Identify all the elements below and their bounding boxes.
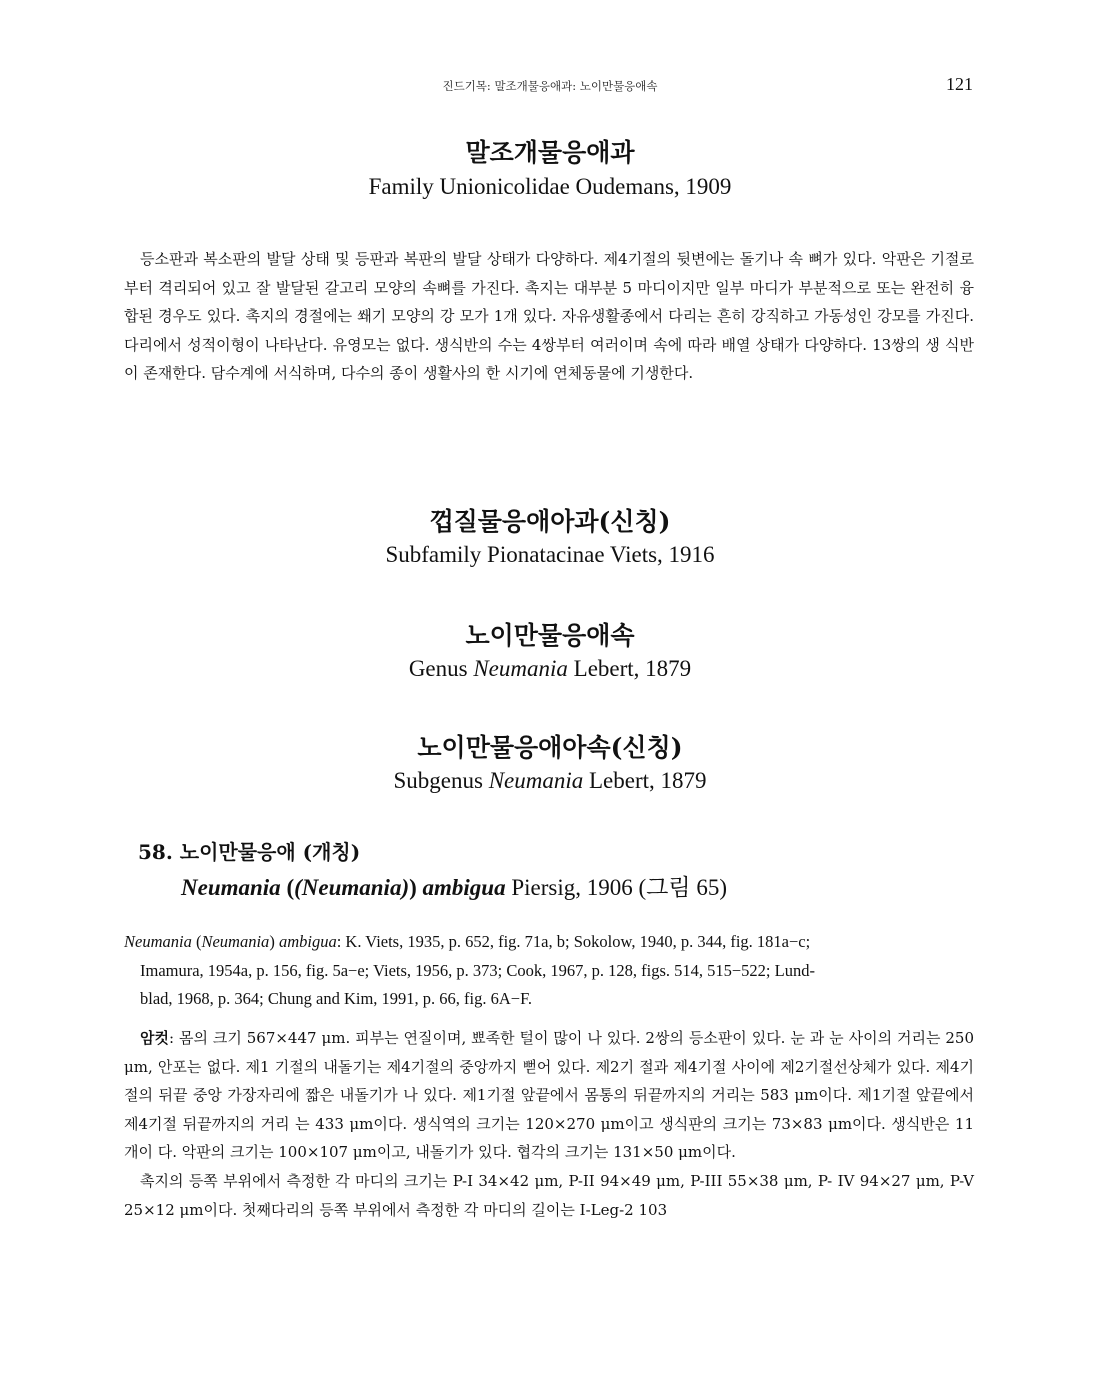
species-heading — [138, 836, 727, 902]
syn-line1-rest: : K. Viets, 1935, p. 652, fig. 71a, b; Sokolow, 1940, p. 344, fig. 181a−c; — [336, 932, 811, 951]
genus-author: Lebert, 1879 — [573, 656, 692, 681]
female-description — [124, 1024, 974, 1224]
female-line: 과 눈 사이의 거리는 250 μm, 안포는 없다. 제1 기절의 내돌기는 제4기절의 중앙까지 뻗어 있다. 제2기 — [124, 1029, 974, 1076]
female-line: 절과 제4기절 사이에 제2기절선상체가 있다. 제4기절의 뒤끝 중앙 가장자리에 짧은 내돌기가 나 있다. — [124, 1057, 974, 1105]
synonymy-line: blad, 1968, p. 364; Chung and Kim, 1991, p. 66, fig. 6A−F. — [140, 989, 533, 1008]
genus-name: Neumania — [473, 656, 568, 681]
desc-line: 뼈가 있다. 악판은 기절로부터 격리되어 있고 잘 발달된 갈고리 모양의 속뼈를 가진다. 촉지는 대부분 5 — [124, 250, 974, 297]
desc-line: 식반이 존재한다. 담수계에 서식하며, 다수의 종이 생활사의 한 시기에 연체동물에 기생한다. — [124, 335, 974, 383]
species-scientific-name — [138, 869, 727, 902]
desc-line: 등소판과 복소판의 발달 상태 및 등판과 복판의 발달 상태가 다양하다. 제4기절의 뒷변에는 돌기나 속 — [140, 250, 804, 268]
species-epithet: ambigua — [422, 875, 506, 900]
subgenus-title-en — [0, 768, 1100, 794]
desc-line: 모가 1개 있다. 자유생활종에서 다리는 흔히 강직하고 가동성인 강모를 가진다. 다리에서 성적이형이 — [124, 307, 974, 354]
subgenus-author: Lebert, 1879 — [589, 768, 707, 793]
genus-prefix: Genus — [408, 656, 468, 681]
species-author: Piersig, 1906 — [511, 875, 633, 900]
synonymy-line: Imamura, 1954a, p. 156, fig. 5a−e; Viets, 1956, p. 373; Cook, 1967, p. 128, figs. 514, 515−522; Lund- — [140, 960, 815, 980]
desc-line: 나타난다. 유영모는 없다. 생식반의 수는 4쌍부터 여러이며 속에 따라 배열 상태가 다양하다. 13쌍의 생 — [264, 335, 940, 354]
page-header — [0, 76, 1100, 98]
running-head: 진드기목: 말조개물응애과: 노이만물응애속 — [442, 79, 658, 93]
subgenus-name: Neumania — [488, 768, 584, 793]
species-subgenus: (Neumania) — [294, 875, 410, 900]
female-line: 다. 악판의 크기는 100×107 μm이고, 내돌기가 있다. 협각의 크기는 131×50 μm이다. — [157, 1143, 736, 1162]
subfamily-title-ko: 껍질물응애아과(신칭) — [429, 507, 671, 536]
page-number: 121 — [946, 74, 973, 94]
species-genus: Neumania — [181, 875, 281, 900]
syn-genus: Neumania — [124, 932, 192, 951]
subgenus-prefix: Subgenus — [393, 768, 483, 793]
female-line: 는 433 μm이다. 생식역의 크기는 120×270 μm이고 생식판의 크기는 73×83 μm이다. 생식반은 11개이 — [124, 1114, 974, 1162]
family-description — [124, 245, 974, 388]
species-number-ko: 58. 노이만물응애 (개칭) — [138, 840, 361, 864]
species-subgenus-parens: ((Neumania)) — [286, 875, 417, 900]
genus-title-ko: 노이만물응애속 — [465, 621, 635, 650]
species-figure-ref: (그림 65) — [638, 875, 728, 900]
subfamily-title-en: Subfamily Pionatacinae Viets, 1916 — [385, 542, 715, 567]
palp-line: 촉지의 등쪽 부위에서 측정한 각 마디의 크기는 P-I 34×42 μm, P-II 94×49 μm, P-III 55×38 μm, P- — [140, 1171, 833, 1190]
desc-line: 마디이지만 일부 마디가 부분적으로 또는 완전히 융합된 경우도 있다. 촉지의 경절에는 쐐기 모양의 강 — [124, 278, 974, 326]
family-title-ko: 말조개물응애과 — [465, 138, 635, 167]
syn-subgenus: Neumania — [201, 932, 270, 951]
palp-line: IV 94×27 μm, P-V 25×12 μm이다. 첫째다리의 등쪽 부위에서 측정한 각 마디의 길이는 I-Leg-2 103 — [124, 1171, 974, 1219]
female-label: 암컷 — [140, 1029, 169, 1047]
family-title-en: Family Unionicolidae Oudemans, 1909 — [368, 174, 732, 199]
female-line: : 몸의 크기 567×447 μm. 피부는 연질이며, 뾰족한 털이 많이 나 있다. 2쌍의 등소판이 있다. 눈 — [168, 1029, 805, 1047]
subgenus-title-ko: 노이만물응애아속(신칭) — [417, 733, 683, 762]
female-line: 제1기절 앞끝에서 몸통의 뒤끝까지의 거리는 583 μm이다. 제1기절 앞끝에서 제4기절 뒤끝까지의 거리 — [124, 1086, 974, 1133]
synonymy — [124, 928, 974, 1014]
genus-title-en — [0, 656, 1100, 682]
syn-epithet: ambigua — [278, 932, 337, 951]
synonymy-line: Neumania (Neumania) ambigua: K. Viets, 1935, p. 652, fig. 71a, b; Sokolow, 1940, p. 344, fig. 181a−c; — [124, 932, 811, 951]
